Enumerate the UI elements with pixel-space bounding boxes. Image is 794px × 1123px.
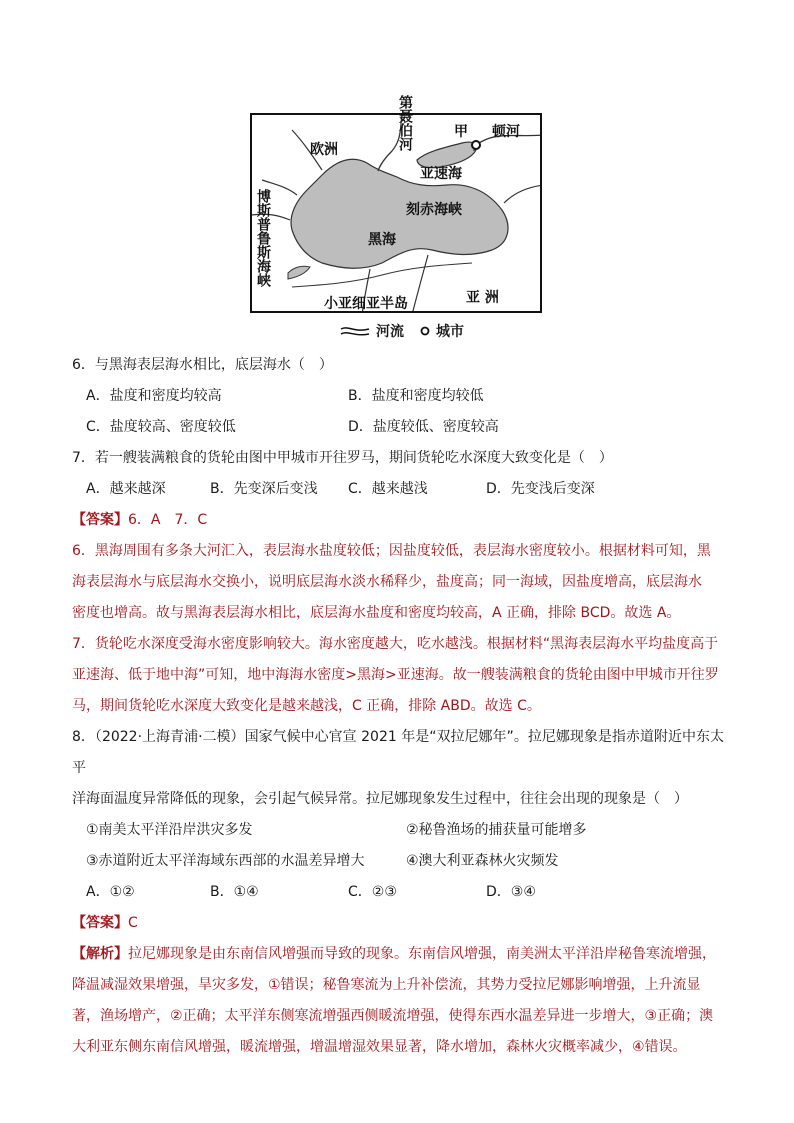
map-frame bbox=[250, 113, 542, 313]
explanation-tag: 【解析】 bbox=[72, 946, 128, 962]
q8-option-d: D．③④ bbox=[486, 884, 536, 900]
explanation-6-line: 密度也增高。故与黑海表层海水相比，底层海水盐度和密度均较高，A 正确，排除 BCD。故选 A。 bbox=[72, 605, 681, 621]
q8-stem bbox=[72, 722, 724, 815]
answer-6-7 bbox=[72, 505, 724, 536]
label-asia: 亚 洲 bbox=[466, 290, 499, 306]
label-bosporus: 博斯普鲁斯海峡 bbox=[255, 189, 271, 287]
explanation-8-line: 大利亚东侧东南信风增强，暖流增强，增温增湿效果显著，降水增加，森林火灾概率减少，④错误。 bbox=[72, 1039, 687, 1055]
bosporus-shape bbox=[288, 266, 310, 279]
azov-sea-shape bbox=[417, 142, 476, 168]
answer-tag: 【答案】 bbox=[72, 512, 128, 528]
q8-item-1: ①南美太平洋沿岸洪灾多发 bbox=[86, 822, 253, 838]
q8-item-3: ③赤道附近太平洋海域东西部的水温差异增大 bbox=[86, 853, 365, 869]
map-legend bbox=[340, 321, 464, 341]
explanation-7-line: 亚速海、低于地中海”可知，地中海海水密度>黑海>亚速海。故一艘装满粮食的货轮由图中甲城市开往罗 bbox=[72, 667, 719, 683]
explanation-8 bbox=[72, 939, 724, 1063]
label-asia-minor: 小亚细亚半岛 bbox=[324, 296, 408, 312]
q8-stem-line: 8．（2022·上海青浦·二模）国家气候中心官宣 2021 年是“双拉尼娜年”。拉尼娜现象是指赤道附近中东太平 bbox=[72, 729, 724, 776]
label-europe: 欧洲 bbox=[310, 142, 338, 158]
q6-option-d: D．盐度较低、密度较高 bbox=[348, 419, 499, 435]
q8-item-4: ④澳大利亚森林火灾频发 bbox=[406, 853, 559, 869]
label-jia: 甲 bbox=[454, 124, 468, 140]
q6-options-row1 bbox=[72, 381, 724, 412]
explanation-8-line: 降温减湿效果增强，旱灾多发，①错误；秘鲁寒流为上升补偿流，其势力受拉尼娜影响增强，上升流显 bbox=[72, 977, 701, 993]
q8-options bbox=[72, 877, 724, 908]
q8-items-row1 bbox=[72, 815, 724, 846]
q8-item-2: ②秘鲁渔场的捕获量可能增多 bbox=[406, 822, 587, 838]
legend-city: 城市 bbox=[436, 324, 464, 340]
label-black-sea: 黑海 bbox=[368, 232, 396, 248]
q7-option-b: B．先变深后变浅 bbox=[210, 481, 318, 497]
q6-option-b: B．盐度和密度均较低 bbox=[348, 388, 484, 404]
label-azov: 亚速海 bbox=[420, 166, 462, 182]
explanation-8-line: 著，渔场增产，②正确；太平洋东侧寒流增强西侧暖流增强，使得东西水温差异进一步增大，③正确；澳 bbox=[72, 1008, 714, 1024]
black-sea-map bbox=[248, 95, 548, 345]
label-kerch: 刻赤海峡 bbox=[406, 202, 462, 218]
explanation-7 bbox=[72, 629, 724, 722]
city-legend-icon bbox=[420, 326, 430, 336]
q6-options-row2 bbox=[72, 412, 724, 443]
q7-option-a: A．越来越深 bbox=[86, 481, 166, 497]
answer-text: C bbox=[128, 915, 138, 931]
label-don: 顿河 bbox=[492, 124, 520, 140]
q7-options bbox=[72, 474, 724, 505]
river-south bbox=[412, 255, 428, 313]
river-legend-icon bbox=[340, 325, 370, 337]
q8-items-row2 bbox=[72, 846, 724, 877]
answer-text: 6．A 7．C bbox=[128, 512, 208, 528]
q7-option-d: D．先变浅后变深 bbox=[486, 481, 595, 497]
q7-option-c: C．越来越浅 bbox=[348, 481, 428, 497]
black-sea-shape bbox=[291, 159, 508, 268]
q8-option-a: A．①② bbox=[86, 884, 135, 900]
q6-option-a: A．盐度和密度均较高 bbox=[86, 388, 222, 404]
explanation-6 bbox=[72, 536, 724, 629]
explanation-6-line: 海表层海水与底层海水交换小，说明底层海水淡水稀释少，盐度高；同一海域，因盐度增高，底层海水 bbox=[72, 574, 702, 590]
river-kuban bbox=[504, 185, 542, 203]
q8-option-b: B．①④ bbox=[210, 884, 259, 900]
q8-option-c: C．②③ bbox=[348, 884, 397, 900]
document-body bbox=[72, 350, 724, 1063]
explanation-6-line: 6．黑海周围有多条大河汇入，表层海水盐度较低；因盐度较低，表层海水密度较小。根据材料可知，黑 bbox=[72, 543, 711, 559]
q7-stem: 7．若一艘装满粮食的货轮由图中甲城市开往罗马，期间货轮吃水深度大致变化是（ ） bbox=[72, 450, 613, 466]
legend-river: 河流 bbox=[376, 324, 404, 340]
city-jia-marker bbox=[472, 141, 480, 149]
answer-tag: 【答案】 bbox=[72, 915, 128, 931]
explanation-7-line: 马，期间货轮吃水深度大致变化是越来越浅，C 正确，排除 ABD。故选 C。 bbox=[72, 698, 541, 714]
answer-8 bbox=[72, 908, 724, 939]
q6-stem: 6．与黑海表层海水相比，底层海水（ ） bbox=[72, 357, 333, 373]
q8-stem-line: 洋海面温度异常降低的现象，会引起气候异常。拉尼娜现象发生过程中，往往会出现的现象是（ ） bbox=[72, 791, 688, 807]
explanation-8-line: 拉尼娜现象是由东南信风增强而导致的现象。东南信风增强，南美洲太平洋沿岸秘鲁寒流增强， bbox=[128, 946, 716, 962]
label-dnieper: 第聂伯河 bbox=[397, 95, 413, 151]
explanation-7-line: 7．货轮吃水深度受海水密度影响较大。海水密度越大，吃水越浅。根据材料“黑海表层海水平均盐度高于 bbox=[72, 636, 719, 652]
q6-option-c: C．盐度较高、密度较低 bbox=[86, 419, 236, 435]
coast-line-south bbox=[292, 263, 472, 287]
